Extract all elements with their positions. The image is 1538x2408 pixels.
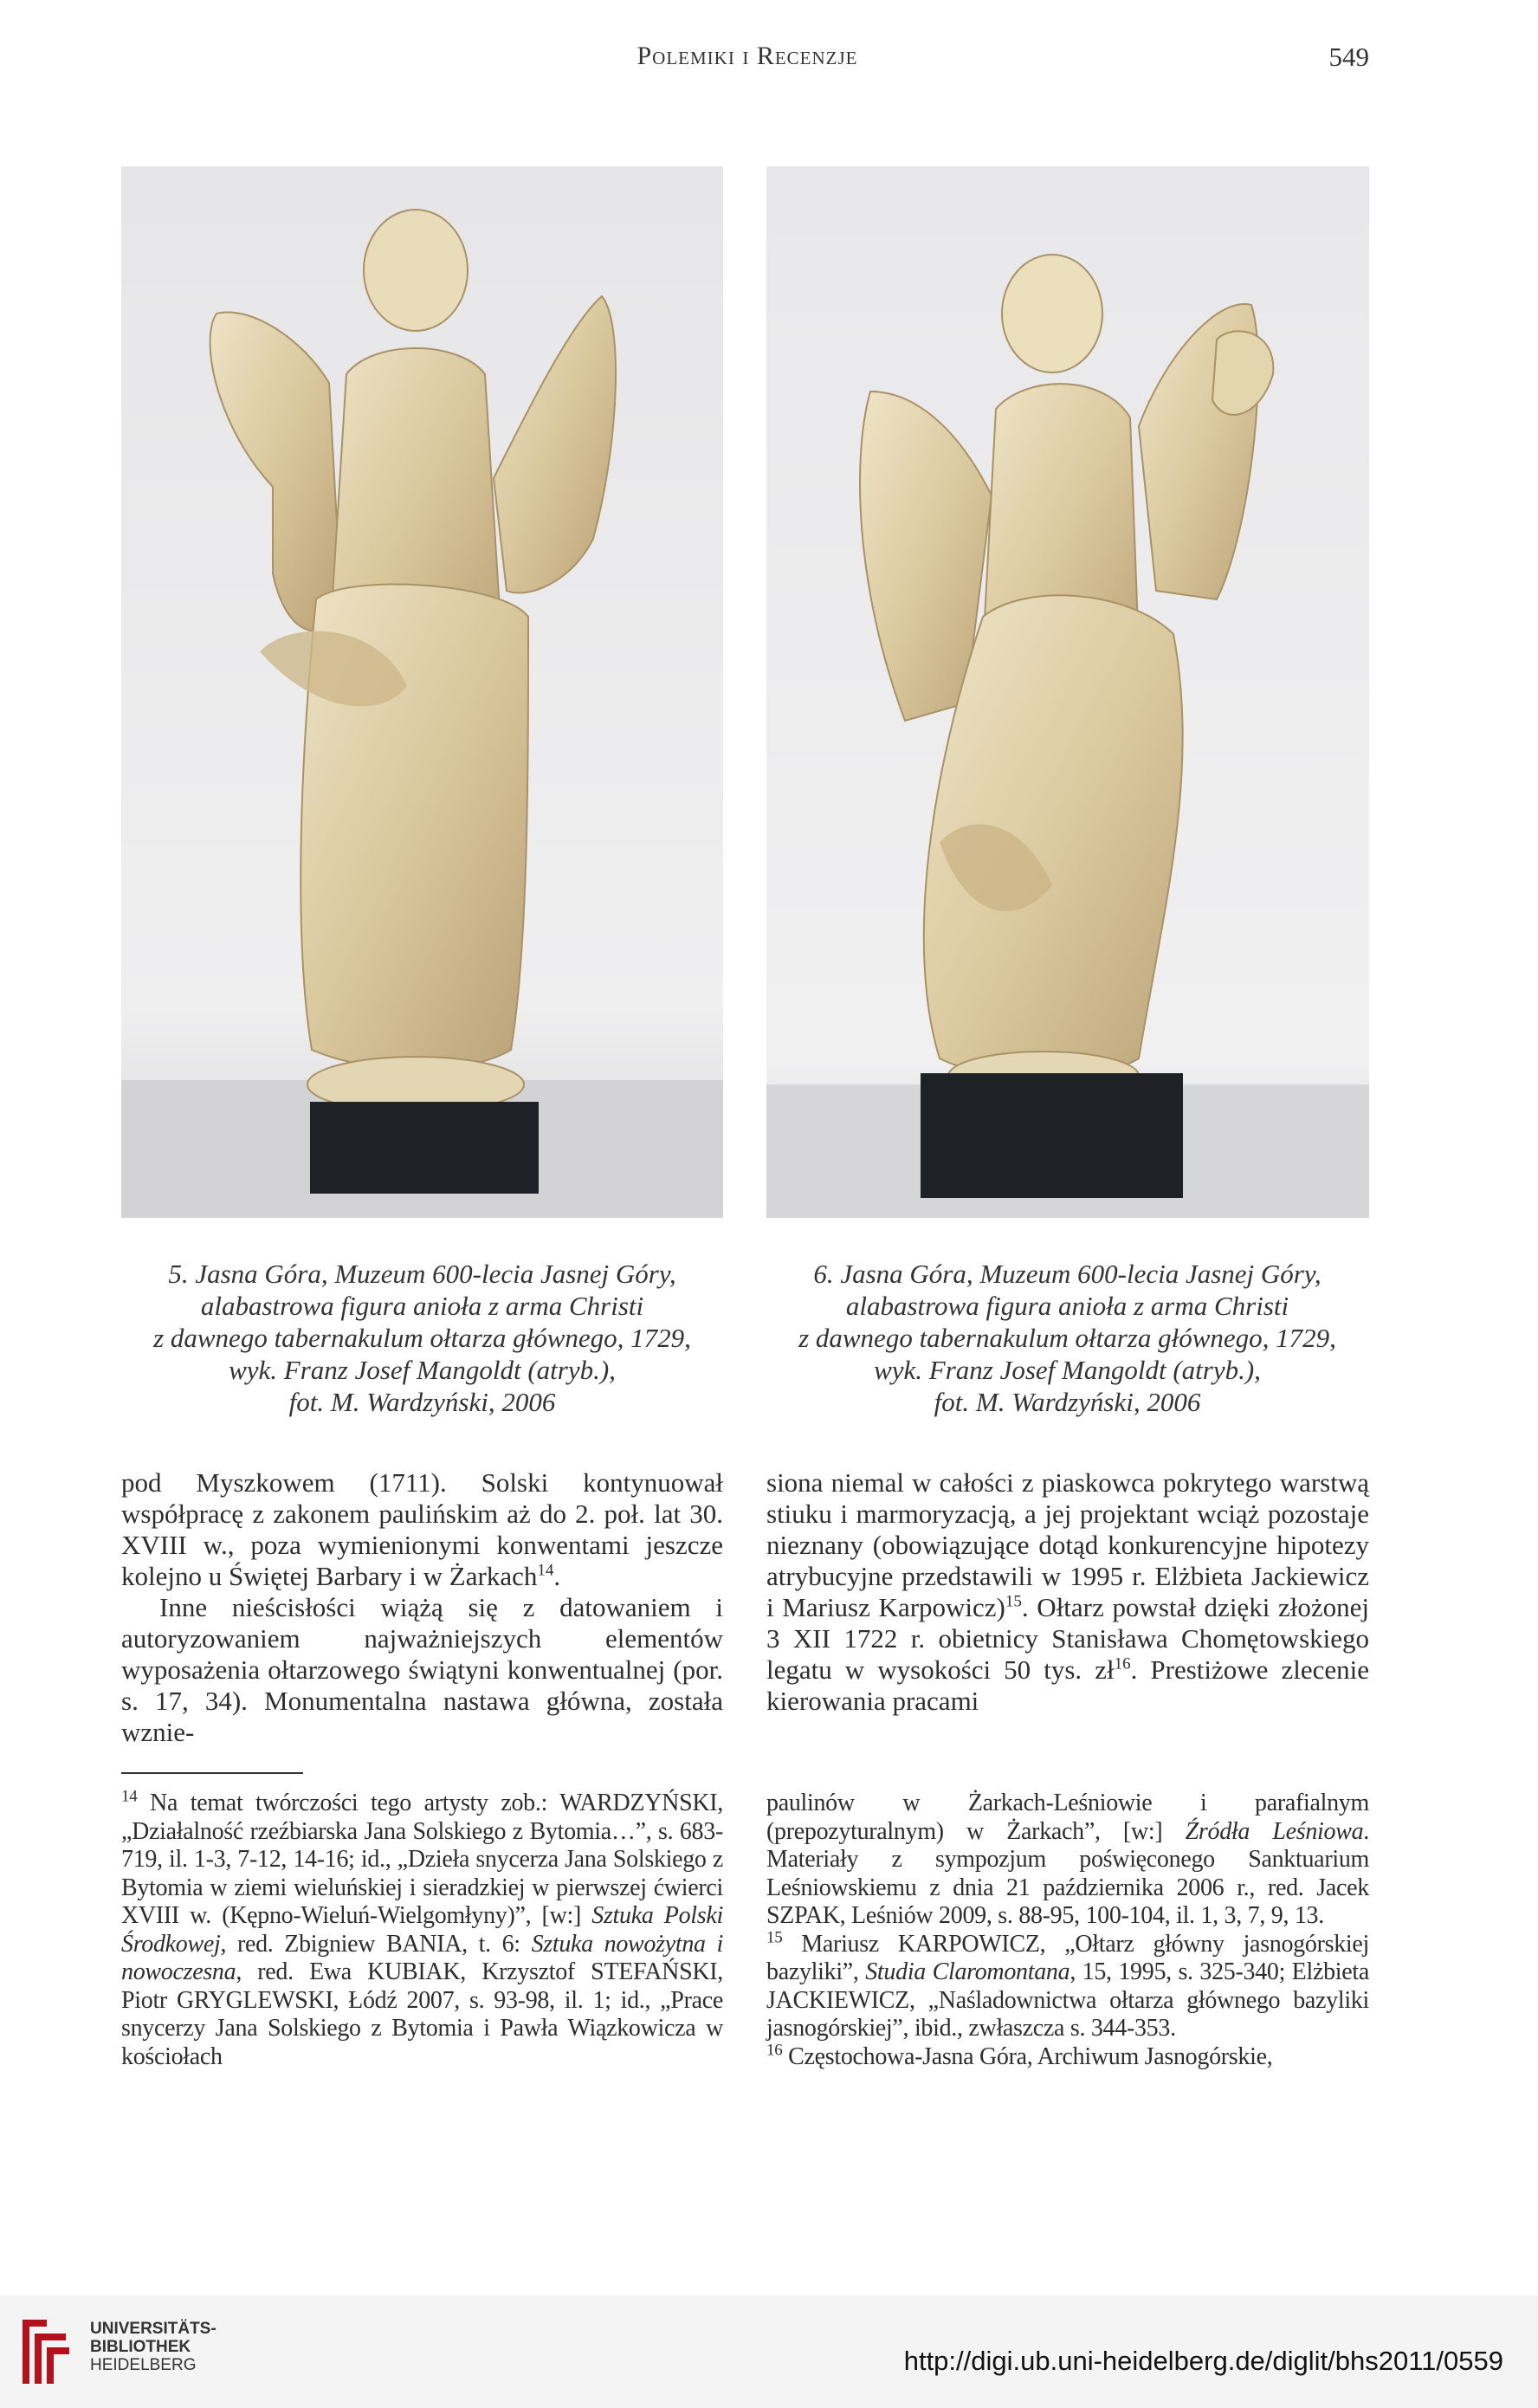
footnote-ref-15[interactable]: 15 [1005, 1592, 1022, 1611]
footnote-text: , red. Ewa KUBIAK, Krzysztof STEFAŃSKI, Piotr GRYGLEWSKI, Łódź 2007, s. 93-98, il. 1; id., „Prace snycerzy Jana Solskiego z Bytomia i Pawła Wiązkowicza w kościołach [121, 1958, 723, 2070]
body-column-left [121, 1467, 723, 1748]
footnote-number: 14 [121, 1787, 138, 1806]
footnote-text: Mariusz KARPOWICZ, „Ołtarz główny jasnogórskiej bazyliki”, [766, 1930, 1369, 1985]
caption-line: alabastrowa figura anioła z arma Christi [845, 1291, 1289, 1321]
footnote-14-continued [766, 1790, 1369, 1931]
footnote-ref-14[interactable]: 14 [537, 1561, 554, 1580]
footnote-text: , red. Zbigniew BANIA, t. 6: [220, 1930, 532, 1958]
body-text: . Ołtarz powstał dzięki złożonej 3 XII 1722 r. obietnicy Stanisława Chomętowskiego legatu w wysokości 50 tys. zł [766, 1592, 1369, 1685]
footnote-text: Sztuka Polski Środkowej [121, 1902, 723, 1958]
caption-line: fot. M. Wardzyński, 2006 [288, 1387, 556, 1417]
body-text: siona niemal w całości z piaskowca pokrytego warstwą stiuku i marmoryzacją, a jej projektant wciąż pozostaje nieznany (obowiązujące dotąd konkurencyjne hipotezy atrybucyjne przedstawili w 1995 r. Elżbieta Jackiewicz i Mariusz Karpowicz) [766, 1467, 1369, 1622]
footnote-divider [121, 1772, 303, 1774]
body-text: . Prestiżowe zlecenie kierowania pracami [766, 1654, 1369, 1716]
ub-heidelberg-logo-icon [16, 2311, 76, 2391]
logo-line: HEIDELBERG [90, 2356, 197, 2374]
body-paragraph [121, 1467, 723, 1592]
caption-line: alabastrowa figura anioła z arma Christi [200, 1291, 644, 1321]
footnote-ref-16[interactable]: 16 [1114, 1654, 1131, 1673]
digitization-footer [0, 2295, 1538, 2408]
figure-6-photo [766, 166, 1369, 1218]
logo-line: UNIVERSITÄTS- [90, 2320, 216, 2338]
body-text: . [553, 1561, 561, 1591]
logo-line: BIBLIOTHEK [90, 2338, 191, 2356]
footnote-text: paulinów w Żarkach-Leśniowie i parafialnym (prepozyturalnym) w Żarkach”, [w:] [766, 1790, 1369, 1845]
footnote-text: Częstochowa-Jasna Góra, Archiwum Jasnogórskie, [782, 2042, 1273, 2070]
body-text: pod Myszkowem (1711). Solski kontynuował współpracę z zakonem paulińskim aż do 2. poł. lat 30. XVIII w., poza wymienionymi konwentami jeszcze kolejno u Świętej Barbary i w Żarkach [121, 1467, 723, 1591]
footnotes-left [121, 1787, 723, 2071]
body-paragraph: Inne nieścisłości wiążą się z datowaniem i autoryzowaniem najważniejszych elementów wyposażenia ołtarzowego świątyni konwentualnej (por. s. 17, 34). Monumentalna nastawa główna, została wznie- [121, 1592, 723, 1747]
caption-line: wyk. Franz Josef Mangoldt (atryb.), [874, 1355, 1261, 1385]
body-column-right [766, 1467, 1369, 1717]
footnote-number: 15 [766, 1928, 783, 1947]
body-paragraph [766, 1467, 1369, 1717]
running-title: Polemiki i Recenzje [637, 42, 858, 70]
footnote-text: Studia Claromontana [865, 1958, 1070, 1985]
caption-line: fot. M. Wardzyński, 2006 [934, 1387, 1201, 1417]
ub-heidelberg-logo-text [90, 2320, 216, 2374]
footnote-text: , 15, 1995, s. 325-340; Elżbieta JACKIEWICZ, „Naśladownictwa ołtarza głównego bazyliki jasnogórskiej”, ibid., zwłaszcza s. 344-353. [766, 1958, 1370, 2042]
footnotes-right [766, 1790, 1369, 2071]
figure-6-caption [766, 1258, 1368, 1418]
caption-line: z dawnego tabernakulum ołtarza głównego, 1729, [798, 1323, 1336, 1353]
footnote-16 [766, 2043, 1369, 2072]
footnote-14 [121, 1787, 723, 2071]
running-head [0, 42, 1538, 76]
figure-5-photo [121, 166, 723, 1218]
caption-line: wyk. Franz Josef Mangoldt (atryb.), [229, 1355, 616, 1385]
caption-line: 6. Jasna Góra, Muzeum 600-lecia Jasnej Góry, [813, 1259, 1322, 1289]
footnote-text: . Materiały z sympozjum poświęconego Sanktuarium Leśniowskiemu z dnia 21 października 2006 r., red. Jacek SZPAK, Leśniów 2009, s. 88-95, 100-104, il. 1, 3, 7, 9, 13. [766, 1817, 1369, 1929]
footnote-number: 16 [766, 2041, 783, 2060]
footnote-text: Sztuka nowożytna i nowoczesna [121, 1930, 723, 1985]
caption-line: z dawnego tabernakulum ołtarza głównego, 1729, [153, 1323, 691, 1353]
footnote-text: Źródła Leśniowa [1185, 1817, 1364, 1845]
footnote-15 [766, 1928, 1370, 2043]
source-url-link[interactable]: http://digi.ub.uni-heidelberg.de/diglit/bhs2011/0559 [903, 2346, 1503, 2376]
figure-5-caption [121, 1258, 723, 1418]
footnote-text: Na temat twórczości tego artysty zob.: WARDZYŃSKI, „Działalność rzeźbiarska Jana Solskiego z Bytomia…”, s. 683-719, il. 1-3, 7-12, 14-16; id., „Dzieła snycerza Jana Solskiego z Bytomia w ziemi wieluńskiej i sieradzkiej w pierwszej ćwierci XVIII w. (Kępno-Wieluń-Wielgomłyny)”, [w:] [121, 1790, 723, 1929]
caption-line: 5. Jasna Góra, Muzeum 600-lecia Jasnej Góry, [168, 1259, 676, 1289]
page-number: 549 [1328, 42, 1369, 72]
